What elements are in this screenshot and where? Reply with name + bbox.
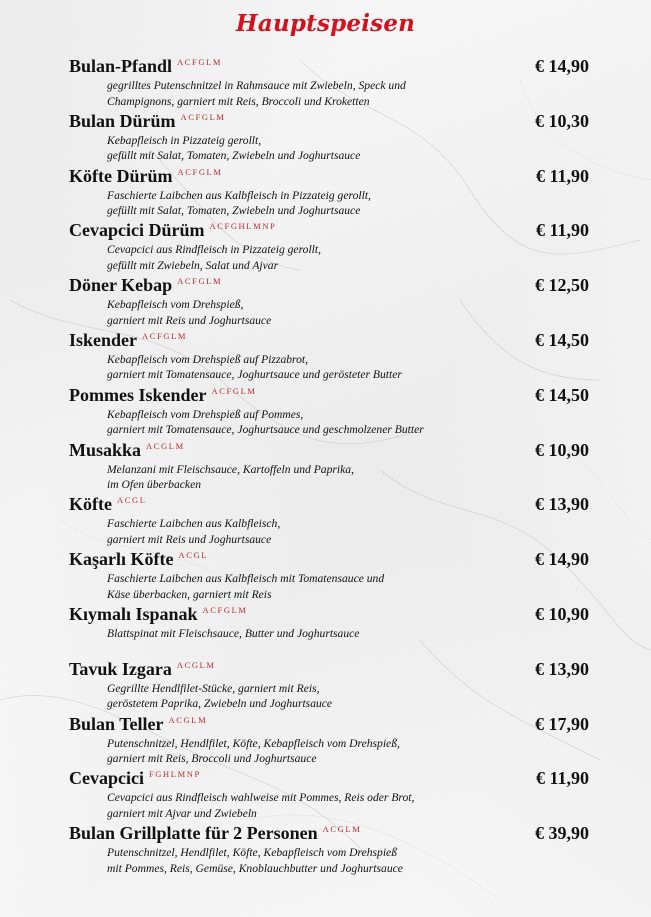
menu-item: [69, 714, 593, 769]
allergen-codes: ACFGLM: [177, 57, 223, 67]
dish-description-line-2: im Ofen überbacken: [107, 478, 202, 492]
menu-item-header: [69, 275, 593, 297]
menu-item: [69, 385, 593, 440]
dish-description-line-1: Kebapfleisch vom Drehspieß auf Pommes,: [107, 407, 304, 421]
dish-name: Cevapcici Dürüm: [69, 220, 205, 241]
dish-name: Köfte: [69, 494, 112, 515]
menu-item: [69, 56, 593, 111]
dish-price: € 10,90: [535, 439, 589, 460]
dish-name: Kaşarlı Köfte: [69, 549, 174, 570]
dish-name: Cevapcici: [69, 768, 144, 789]
dish-name: Iskender: [69, 329, 138, 350]
dish-name: Bulan-Pfandl: [69, 56, 173, 76]
menu-item-header: [69, 768, 593, 790]
menu-item-header: [69, 220, 593, 242]
dish-price: € 11,90: [535, 220, 589, 241]
menu-item-header: [69, 440, 593, 462]
dish-description-line-1: Faschierte Laibchen aus Kalbfleisch,: [107, 517, 281, 531]
dish-price: € 17,90: [535, 713, 589, 734]
menu-item: [69, 166, 593, 221]
dish-price: € 14,50: [535, 384, 589, 405]
dish-description-line-2: garniert mit Tomatensauce, Joghurtsauce und gerösteter Butter: [107, 368, 402, 382]
menu-item: [69, 659, 593, 714]
dish-description-line-1: Cevapcici aus Rindfleisch in Pizzateig gerollt,: [107, 243, 322, 257]
dish-name: Kıymalı Ispanak: [69, 603, 198, 624]
menu-item-header: [69, 385, 593, 407]
dish-description-line-1: Faschierte Laibchen aus Kalbfleisch mit Tomatensauce und: [107, 572, 385, 586]
dish-description-line-1: Melanzani mit Fleischsauce, Kartoffeln und Paprika,: [107, 462, 354, 476]
dish-description-line-1: Gegrillte Hendlfilet-Stücke, garniert mit Reis,: [107, 681, 320, 695]
allergen-codes: ACFGLM: [177, 166, 223, 177]
allergen-codes: ACFGLM: [202, 604, 248, 615]
dish-description-line-1: Kebapfleisch vom Drehspieß auf Pizzabrot,: [107, 352, 309, 366]
allergen-codes: ACFGLM: [180, 111, 226, 122]
menu-item: [69, 440, 593, 495]
allergen-codes: ACGLM: [176, 659, 216, 670]
dish-price: € 14,90: [535, 549, 589, 570]
menu-item-header: [69, 659, 593, 681]
menu-item: [69, 494, 593, 549]
dish-description-line-1: Faschierte Laibchen aus Kalbfleisch in Pizzateig gerollt,: [107, 188, 371, 202]
page-title: Hauptspeisen: [235, 10, 416, 37]
allergen-codes: ACFGHLMNP: [209, 221, 277, 232]
dish-name: Bulan Grillplatte für 2 Personen: [69, 823, 318, 844]
dish-description-line-2: Käse überbacken, garniert mit Reis: [107, 587, 272, 601]
dish-name: Döner Kebap: [69, 275, 173, 296]
dish-name: Pommes Iskender: [69, 384, 207, 405]
dish-description-line-1: gegrilltes Putenschnitzel in Rahmsauce mit Zwiebeln, Speck und: [107, 79, 406, 92]
menu-item: [69, 330, 593, 385]
allergen-codes: ACFGLM: [211, 385, 257, 396]
dish-price: € 13,90: [535, 494, 589, 515]
menu-item-header: [69, 549, 593, 571]
dish-description-line-2: mit Pommes, Reis, Gemüse, Knoblauchbutter und Joghurtsauce: [107, 861, 403, 875]
dish-description-line-2: gefüllt mit Salat, Tomaten, Zwiebeln und Joghurtsauce: [107, 204, 361, 218]
dish-description-line-2: garniert mit Reis und Joghurtsauce: [107, 532, 272, 546]
dish-description-line-1: Putenschnitzel, Hendlfilet, Köfte, Kebapfleisch vom Drehspieß: [107, 846, 398, 860]
menu-list: [69, 56, 593, 878]
dish-price: € 10,90: [535, 603, 589, 624]
menu-item: [69, 604, 593, 659]
dish-description-line-1: Cevapcici aus Rindfleisch wahlweise mit Pommes, Reis oder Brot,: [107, 791, 415, 805]
dish-description-line-1: Kebapfleisch vom Drehspieß,: [107, 298, 244, 312]
menu-item: [69, 823, 593, 878]
dish-price: € 14,90: [535, 56, 589, 76]
allergen-codes: ACFGLM: [177, 276, 223, 287]
allergen-codes: ACGLM: [168, 714, 208, 725]
dish-description-line-2: garniert mit Reis und Joghurtsauce: [107, 313, 272, 327]
allergen-codes: ACFGLM: [142, 330, 188, 341]
dish-price: € 11,90: [535, 768, 589, 789]
menu-item-header: [69, 823, 593, 845]
dish-name: Tavuk Izgara: [69, 658, 172, 679]
menu-item-header: [69, 166, 593, 188]
dish-description-line-1: Blattspinat mit Fleischsauce, Butter und Joghurtsauce: [107, 626, 360, 640]
dish-price: € 12,50: [535, 275, 589, 296]
dish-description-line-2: Champignons, garniert mit Reis, Broccoli und Kroketten: [107, 94, 370, 108]
menu-item-header: [69, 714, 593, 736]
dish-name: Bulan Dürüm: [69, 110, 176, 131]
menu-item: [69, 768, 593, 823]
dish-price: € 13,90: [535, 658, 589, 679]
allergen-codes: ACGLM: [146, 440, 185, 451]
dish-price: € 14,50: [535, 329, 589, 350]
menu-item: [69, 111, 593, 166]
menu-item-header: [69, 604, 593, 626]
menu-item: [69, 275, 593, 330]
menu-item-header: [69, 111, 593, 133]
menu-item-header: [69, 56, 593, 78]
allergen-codes: FGHLMNP: [148, 769, 201, 780]
allergen-codes: ACGL: [178, 550, 209, 561]
dish-description-line-2: gefüllt mit Salat, Tomaten, Zwiebeln und Joghurtsauce: [107, 149, 361, 163]
dish-name: Bulan Teller: [69, 713, 164, 734]
menu-item-header: [69, 494, 593, 516]
dish-description-line-2: gefüllt mit Zwiebeln, Salat und Ajvar: [107, 258, 279, 272]
dish-name: Musakka: [69, 439, 142, 460]
dish-description-line-2: garniert mit Tomatensauce, Joghurtsauce und geschmolzener Butter: [107, 423, 424, 437]
dish-price: € 10,30: [535, 110, 589, 131]
allergen-codes: ACGLM: [322, 824, 362, 835]
dish-description-line-1: Putenschnitzel, Hendlfilet, Köfte, Kebapfleisch vom Drehspieß,: [107, 736, 400, 750]
dish-description-line-1: Kebapfleisch in Pizzateig gerollt,: [107, 133, 262, 147]
dish-name: Köfte Dürüm: [69, 165, 173, 186]
dish-price: € 39,90: [535, 823, 589, 844]
dish-description-line-2: garniert mit Ajvar und Zwiebeln: [107, 806, 257, 820]
allergen-codes: ACGL: [116, 495, 147, 506]
menu-item: [69, 549, 593, 604]
dish-description-line-2: geröstetem Paprika, Zwiebeln und Joghurtsauce: [107, 697, 333, 711]
menu-item-header: [69, 330, 593, 352]
dish-price: € 11,90: [535, 165, 589, 186]
menu-item: [69, 220, 593, 275]
dish-description-line-2: garniert mit Reis, Broccoli und Joghurtsauce: [107, 752, 317, 766]
